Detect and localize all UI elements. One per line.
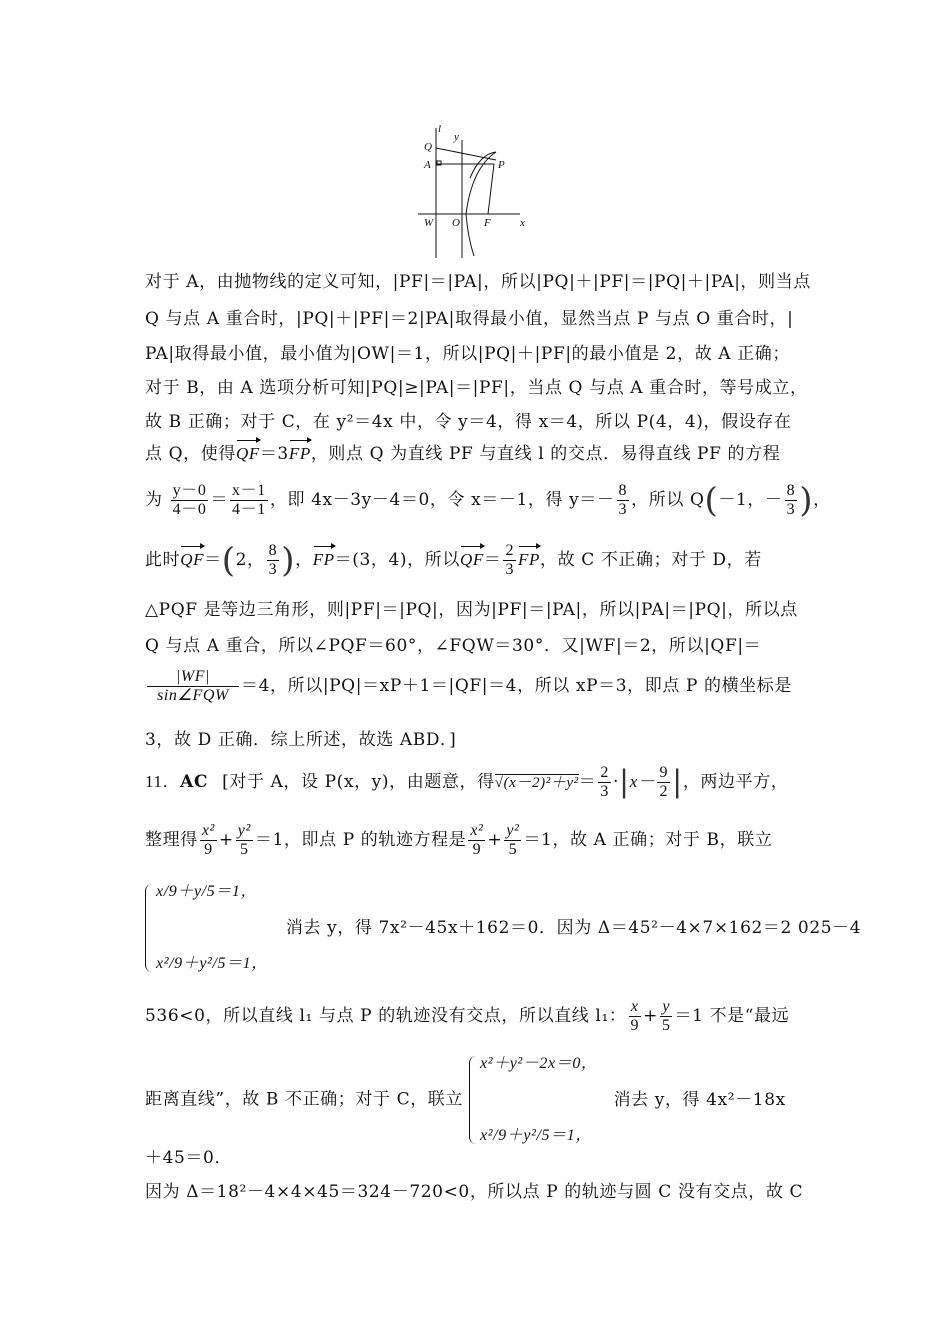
vector-FP: FP	[289, 442, 311, 466]
p10-line1: 对于 A，由抛物线的定义可知，|PF|＝|PA|，所以|PQ|＋|PF|＝|PQ|＋|PA|，则当点	[145, 272, 811, 292]
equation-system-B: x/9＋y/5＝1， x²/9＋y²/5＝1，	[145, 880, 268, 976]
vector-QF: QF	[236, 442, 260, 466]
sqrt-expression: √(x－2)²＋y²	[494, 775, 579, 791]
label-y: y	[454, 131, 459, 143]
parabola-curve	[466, 152, 496, 256]
p10-line11: $\frac{|WF|}{\text{sin∠FQW}}$ ＝4，所以|PQ|＝xP＋1＝|QF|＝4，所以 xP＝3，即点 P 的横坐标是	[145, 668, 807, 712]
p11-line6: ＋45＝0．	[145, 1148, 233, 1168]
parabola-figure	[410, 118, 535, 263]
p10-line2: Q 与点 A 重合时，|PQ|＋|PF|＝2|PA|取得最小值，显然当点 P 与点 O 重合时，|	[145, 309, 794, 329]
label-W: W	[424, 217, 434, 229]
segment-PF	[488, 164, 494, 214]
p11-line4: 536<0，所以直线 l₁ 与点 P 的轨迹没有交点，所以直线 l₁： $\frac{x}{9}$ + $\frac{y}{5}$ ＝1 不是“最远	[145, 998, 790, 1034]
p11-line7: 因为 Δ＝18²－4×4×45＝324－720<0，所以点 P 的轨迹与圆 C 没有交点，故 C	[145, 1182, 804, 1202]
answer-label: AC	[180, 772, 209, 792]
fraction-WF-sin: $\frac{|WF|}{\text{sin∠FQW}}$	[147, 668, 239, 705]
equation-system-C: x²＋y²－2x＝0， x²/9＋y²/5＝1，	[469, 1052, 598, 1148]
label-A: A	[424, 159, 431, 171]
p11-line3: x/9＋y/5＝1， x²/9＋y²/5＝1， 消去 y，得 7x²－45x＋162＝0．因为 Δ＝45²－4×7×162＝2 025－4	[145, 880, 807, 980]
p10-line9: △PQF 是等边三角形，则|PF|＝|PQ|，因为|PF|＝|PA|，所以|PA|＝|PQ|，所以点	[145, 600, 798, 620]
label-Q: Q	[424, 141, 432, 153]
fraction-8-3: $\frac{8}{3}$	[618, 482, 628, 518]
p10-line10: Q 与点 A 重合，所以∠PQF＝60°，∠FQW＝30°．又|WF|＝2，所以|QF|＝	[145, 636, 762, 656]
p10-line6: 点 Q，使得QF＝3FP，则点 Q 为直线 PF 与直线 l 的交点．易得直线 PF 的方程	[145, 444, 781, 464]
p10-line4: 对于 B，由 A 选项分析可知|PQ|≥|PA|＝|PF|，当点 Q 与点 A 重合时，等号成立，	[145, 378, 808, 398]
p10-line8: 此时QF＝(2， $\frac{8}{3}$ )，FP＝(3，4)，所以QF＝ $\frac{2}{3}$ FP，故 C 不正确；对于 D，若	[145, 540, 762, 581]
p11-line2: 整理得 $\frac{\text{x²}}{9}$ + $\frac{\text{y²}}{5}$ ＝1，即点 P 的轨迹方程是 $\frac{\text{x²}}{9}$ + $\frac{\text{y²}}{5}$ ＝1，故 A 正确；对于 B，联立	[145, 822, 773, 858]
p10-line5: 故 B 正确；对于 C，在 y²＝4x 中，令 y＝4，得 x＝4，所以 P(4，4)，假设存在	[145, 412, 792, 432]
label-F: F	[484, 217, 491, 229]
label-P: P	[498, 159, 505, 171]
label-x: x	[520, 217, 525, 229]
segment-QP	[436, 148, 496, 160]
fraction-2-3: $\frac{2}{3}$	[505, 542, 515, 578]
label-O: O	[452, 217, 460, 229]
p11-line1: 11．AC [对于 A，设 P(x，y)，由题意，得√(x－2)²＋y²＝ $\frac{2}{3}$ ·|x－ $\frac{9}{2}$ |，两边平方，	[145, 764, 789, 800]
problem-number: 11．	[145, 772, 181, 791]
label-l: l	[438, 123, 442, 135]
p10-line12: 3，故 D 正确．综上所述，故选 ABD．]	[145, 730, 457, 750]
p10-line3: PA|取得最小值，最小值为|OW|＝1，所以|PQ|＋|PF|的最小值是 2，故 A 正确；	[145, 344, 790, 364]
fraction-slope-x: $\frac{x-1}{4-1}$	[232, 482, 266, 518]
p10-line7: 为 $\frac{y-0}{4-0}$ ＝ $\frac{x-1}{4-1}$ ，即 4x－3y－4＝0，令 x＝－1，得 y＝－ $\frac{8}{3}$ ，所以 Q(－1，－ $\frac{8}{3}$ )，	[145, 480, 831, 521]
p11-line5: 距离直线”，故 B 不正确；对于 C，联立 x²＋y²－2x＝0， x²/9＋y²/5＝1， 消去 y，得 4x²－18x	[145, 1052, 807, 1152]
fraction-slope-y: $\frac{y-0}{4-0}$	[172, 482, 207, 518]
